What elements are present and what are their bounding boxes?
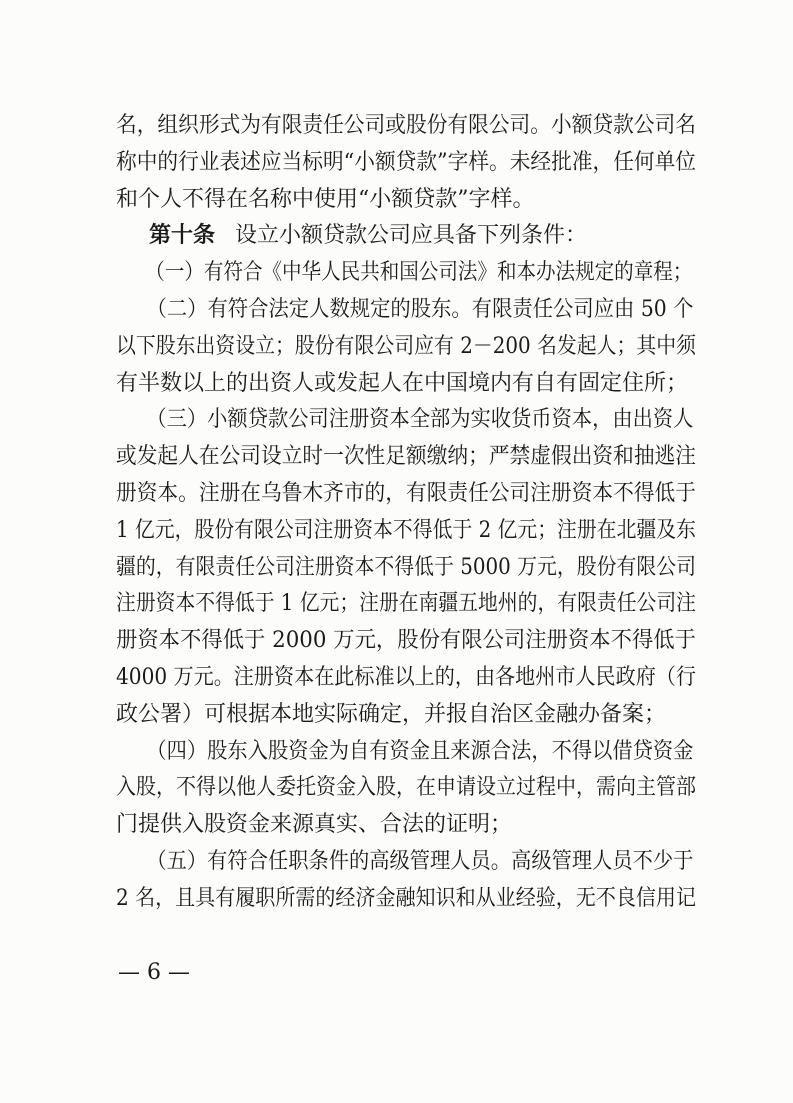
line-text: 以下股东出资设立；股份有限公司应有 2－200 名发起人；其中须 bbox=[116, 333, 696, 359]
body-text bbox=[116, 108, 696, 918]
line-text: 4000 万元。注册资本在此标准以上的，由各地州市人民政府（行 bbox=[116, 664, 696, 690]
text-line bbox=[116, 623, 696, 660]
text-line bbox=[116, 807, 696, 844]
line-text: （五）有符合任职条件的高级管理人员。高级管理人员不少于 bbox=[146, 848, 694, 874]
text-line bbox=[116, 770, 697, 807]
text-line bbox=[116, 586, 696, 623]
article-label: 第十条 bbox=[149, 223, 216, 249]
text-line bbox=[116, 402, 694, 439]
text-line bbox=[116, 145, 697, 182]
text-line bbox=[116, 366, 696, 403]
line-text: 或发起人在公司设立时一次性足额缴纳；严禁虚假出资和抽逃注 bbox=[116, 444, 696, 470]
line-text: （二）有符合法定人数规定的股东。有限责任公司应由 50 个 bbox=[146, 296, 694, 322]
text-line bbox=[116, 513, 696, 550]
text-line bbox=[116, 734, 694, 771]
text-line bbox=[116, 108, 696, 145]
line-text: 册资本。注册在乌鲁木齐市的，有限责任公司注册资本不得低于 bbox=[116, 480, 696, 506]
line-text: （一）有符合《中华人民共和国公司法》和本办法规定的章程； bbox=[145, 260, 693, 286]
text-line bbox=[116, 439, 696, 476]
line-text: 1 亿元，股份有限公司注册资本不得低于 2 亿元；注册在北疆及东 bbox=[116, 517, 696, 543]
line-text: 册资本不得低于 2000 万元，股份有限公司注册资本不得低于 bbox=[116, 628, 696, 654]
line-text: 政公署）可根据本地实际确定，并报自治区金融办备案； bbox=[116, 701, 667, 727]
text-line bbox=[116, 844, 694, 881]
line-text: 疆的，有限责任公司注册资本不得低于 5000 万元，股份有限公司 bbox=[116, 554, 696, 580]
article-heading-line bbox=[116, 218, 696, 255]
text-line bbox=[116, 660, 696, 697]
line-text: 和个人不得在名称中使用“小额贷款”字样。 bbox=[116, 186, 535, 212]
text-line bbox=[116, 329, 696, 366]
line-text: （四）股东入股资金为自有资金且来源合法，不得以借贷资金 bbox=[146, 738, 694, 764]
line-text: 名，组织形式为有限责任公司或股份有限公司。小额贷款公司名 bbox=[116, 113, 696, 138]
line-text: 有半数以上的出资人或发起人在中国境内有自有固定住所； bbox=[116, 370, 689, 396]
text-line bbox=[116, 881, 696, 918]
text-line bbox=[116, 697, 696, 734]
line-text: 称中的行业表述应当标明“小额贷款”字样。未经批准，任何单位 bbox=[116, 149, 697, 175]
text-line bbox=[116, 255, 693, 292]
text-line bbox=[116, 476, 696, 513]
text-line bbox=[116, 550, 696, 587]
line-text: 注册资本不得低于 1 亿元；注册在南疆五地州的，有限责任公司注 bbox=[116, 591, 696, 617]
line-text: （三）小额贷款公司注册资本全部为实收货币资本，由出资人 bbox=[146, 407, 694, 433]
line-text: 设立小额贷款公司应具备下列条件： bbox=[235, 223, 588, 249]
page-number: — 6 — bbox=[118, 960, 190, 985]
text-line bbox=[116, 182, 696, 219]
line-text: 入股，不得以他人委托资金入股，在申请设立过程中，需向主管部 bbox=[116, 775, 697, 801]
line-text: 2 名，且具有履职所需的经济金融知识和从业经验，无不良信用记 bbox=[116, 885, 696, 911]
line-text: 门提供入股资金来源真实、合法的证明； bbox=[116, 812, 513, 838]
text-line bbox=[116, 292, 694, 329]
